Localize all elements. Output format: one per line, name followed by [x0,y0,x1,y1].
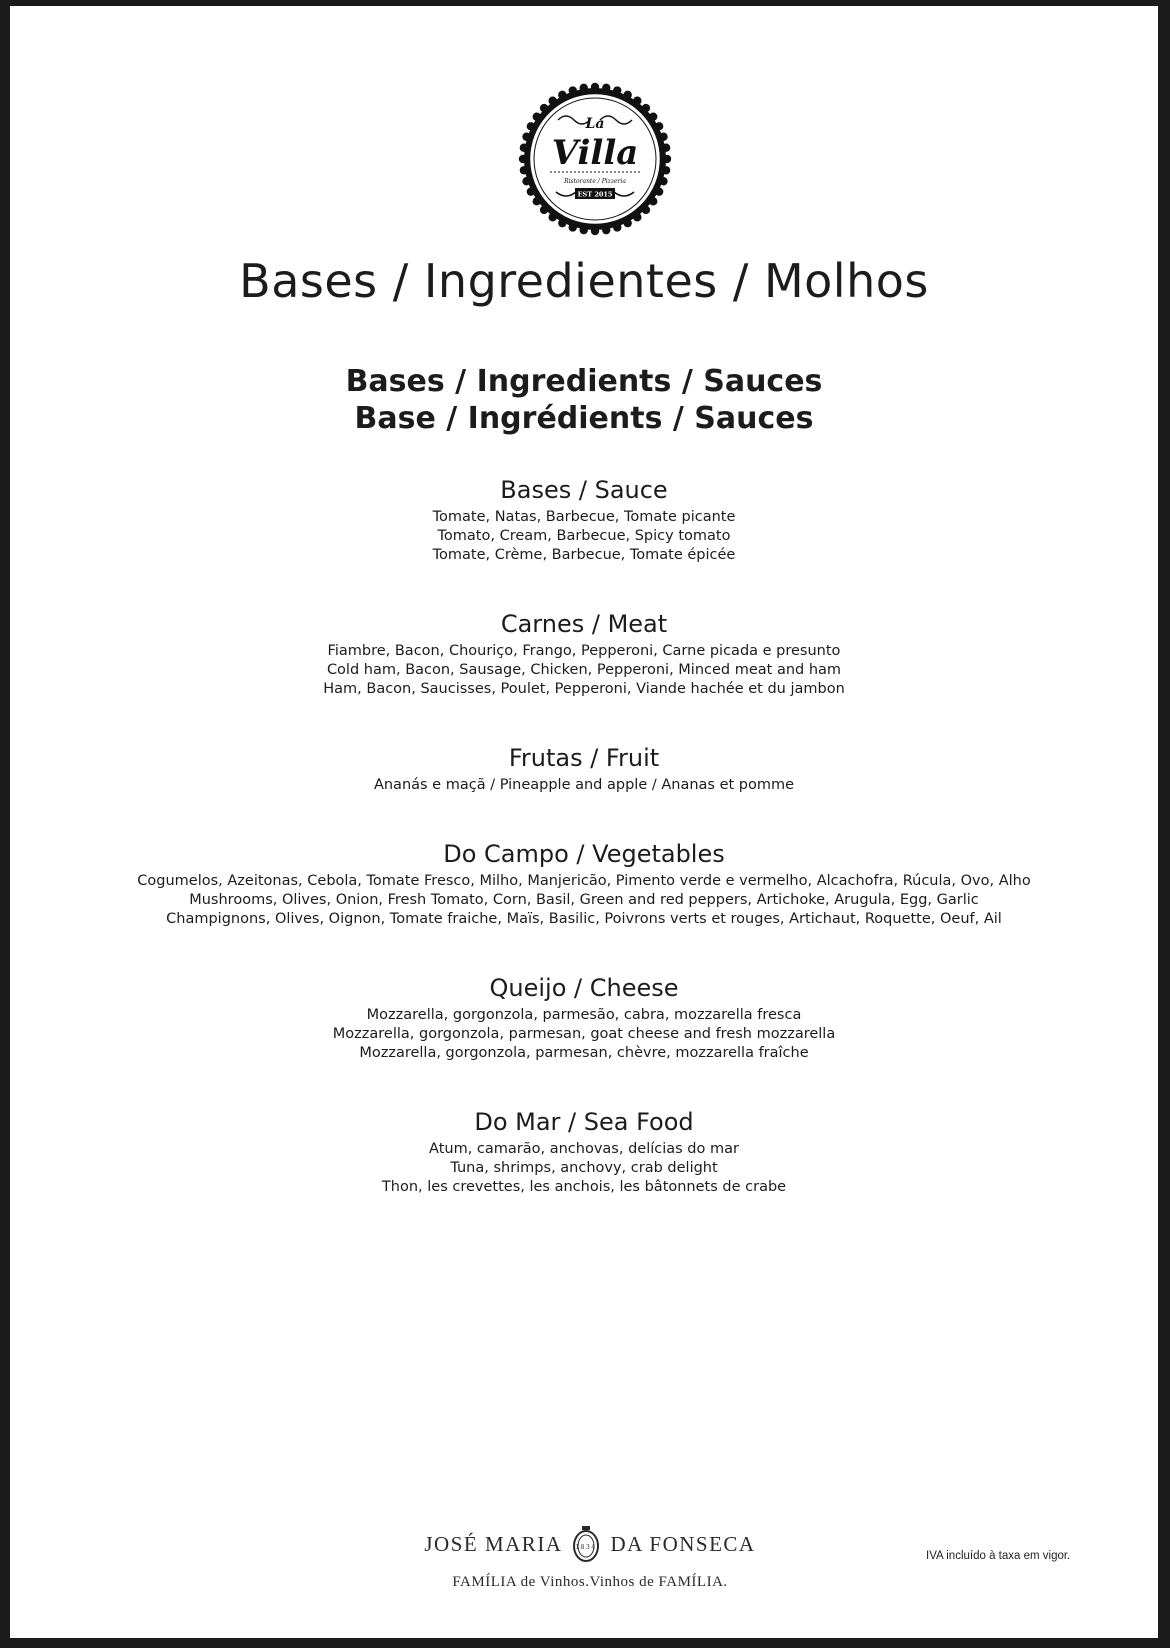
section-line: Champignons, Olives, Oignon, Tomate fraiche, Maïs, Basilic, Poivrons verts et rouges, Artichaut, Roquette, Oeuf, Ail [166,911,1002,927]
brand-name-left: JOSÉ MARIA [424,1531,563,1556]
section-bases [10,476,1158,565]
section-line: Cold ham, Bacon, Sausage, Chicken, Pepperoni, Minced meat and ham [326,662,842,678]
section-line: Mozzarella, gorgonzola, parmesan, chèvre, mozzarella fraîche [359,1045,809,1061]
section-line: Ananás e maçã / Pineapple and apple / Ananas et pomme [373,777,795,793]
section-heading: Bases / Sauce [500,476,668,504]
vat-note: IVA incluído à taxa em vigor. [926,1550,1071,1562]
section-line: Tomato, Cream, Barbecue, Spicy tomato [437,528,731,544]
section-heading: Queijo / Cheese [489,974,679,1002]
section-line: Tomate, Natas, Barbecue, Tomate picante [432,509,736,525]
logo-la-text: La [585,116,605,132]
section-line: Thon, les crevettes, les anchois, les bâtonnets de crabe [381,1179,787,1195]
logo-est-text: EST 2015 [577,190,613,199]
subtitle-french: Base / Ingrédients / Sauces [354,401,814,436]
jose-maria-da-fonseca-logo [410,1524,770,1591]
section-line: Tomate, Crème, Barbecue, Tomate épicée [432,547,736,563]
section-heading: Do Campo / Vegetables [443,840,725,868]
section-line: Cogumelos, Azeitonas, Cebola, Tomate Fresco, Milho, Manjericão, Pimento verde e vermelho, Alcachofra, Rúcula, Ovo, Alho [137,873,1031,889]
section-line: Ham, Bacon, Saucisses, Poulet, Pepperoni, Viande hachée et du jambon [323,681,845,697]
crest-year: 1834 [575,1544,598,1551]
brand-name-right: DA FONSECA [610,1531,756,1556]
section-fruit [10,744,1158,795]
menu-page [10,6,1158,1638]
subtitle-english: Bases / Ingredients / Sauces [345,364,823,399]
section-vegetables [10,840,1158,929]
section-line: Mushrooms, Olives, Onion, Fresh Tomato, Corn, Basil, Green and red peppers, Artichoke, Arugula, Egg, Garlic [189,892,979,908]
section-heading: Carnes / Meat [500,610,668,638]
section-seafood [10,1108,1158,1197]
logo-tagline-text: Ristorante / Pizzeria [564,178,626,185]
brand-tagline: FAMÍLIA de Vinhos.Vinhos de FAMÍLIA. [452,1574,728,1590]
section-heading: Do Mar / Sea Food [474,1108,694,1136]
crest-icon [572,1524,600,1564]
section-line: Tuna, shrimps, anchovy, crab delight [450,1160,718,1176]
section-line: Mozzarella, gorgonzola, parmesan, goat cheese and fresh mozzarella [332,1026,836,1042]
section-meat [10,610,1158,699]
section-line: Mozzarella, gorgonzola, parmesão, cabra, mozzarella fresca [366,1007,802,1023]
section-line: Fiambre, Bacon, Chouriço, Frango, Pepperoni, Carne picada e presunto [327,643,841,659]
section-line: Atum, camarão, anchovas, delícias do mar [429,1141,739,1157]
section-heading: Frutas / Fruit [508,744,660,772]
la-villa-logo [518,82,672,236]
logo-villa-text: Villa [551,133,639,173]
page-title: Bases / Ingredientes / Molhos [239,254,929,308]
section-cheese [10,974,1158,1063]
